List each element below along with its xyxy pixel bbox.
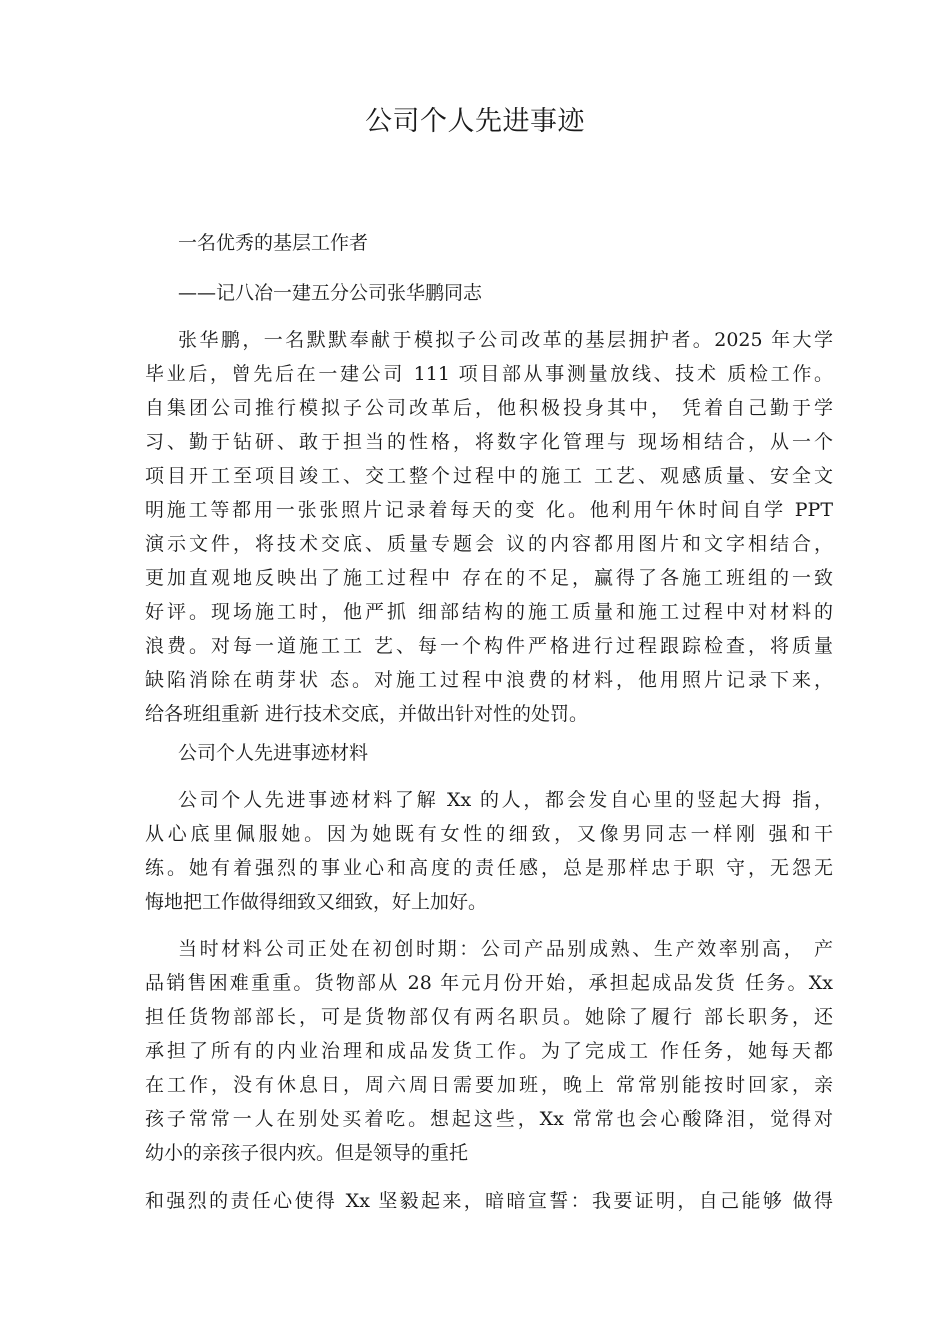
paragraph-line: 悔地把工作做得细致又细致，好上加好。: [145, 891, 488, 913]
paragraph-line: 毕业后，曾先后在一建公司 111 项目部从事测量放线、技术 质检工作。: [145, 363, 833, 385]
paragraph-line: 承担了所有的内业治理和成品发货工作。为了完成工 作任务，她每天都: [145, 1040, 833, 1062]
paragraph-line: 给各班组重新 进行技术交底，并做出针对性的处罚。: [145, 703, 589, 725]
paragraph-line: 自集团公司推行模拟子公司改革后，他积极投身其中， 凭着自己勤于学: [145, 397, 833, 419]
paragraph-line: 和强烈的责任心使得 Xx 坚毅起来，暗暗宣誓：我要证明，自己能够 做得: [145, 1190, 833, 1212]
paragraph-xx-intro: [145, 783, 833, 919]
paragraph-line: 在工作，没有休息日，周六周日需要加班，晚上 常常别能按时回家，亲: [145, 1074, 833, 1096]
paragraph-line: 当时材料公司正处在初创时期：公司产品别成熟、生产效率别高， 产: [178, 938, 833, 960]
paragraph-line: 演示文件，将技术交底、质量专题会 议的内容都用图片和文字相结合，: [145, 533, 833, 555]
paragraph-line: 品销售困难重重。货物部从 28 年元月份开始，承担起成品发货 任务。Xx: [145, 972, 833, 994]
document-title: 公司个人先进事迹: [365, 106, 585, 137]
subheading-materials: 公司个人先进事迹材料: [178, 742, 369, 764]
paragraph-line: 习、勤于钻研、敢于担当的性格，将数字化管理与 现场相结合，从一个: [145, 431, 833, 453]
paragraph-line: 幼小的亲孩子很内疚。但是领导的重托: [145, 1142, 469, 1164]
paragraph-line: 明施工等都用一张张照片记录着每天的变 化。他利用午休时间自学 PPT: [145, 499, 833, 521]
paragraph-line: 好评。现场施工时，他严抓 细部结构的施工质量和施工过程中对材料的: [145, 601, 833, 623]
paragraph-line: 张华鹏，一名默默奉献于模拟子公司改革的基层拥护者。2025 年大学: [178, 329, 833, 351]
paragraph-xx-continuation: [145, 1184, 833, 1218]
paragraph-line: 从心底里佩服她。因为她既有女性的细致，又像男同志一样刚 强和干: [145, 823, 833, 845]
paragraph-line: 担任货物部部长，可是货物部仅有两名职员。她除了履行 部长职务，还: [145, 1006, 833, 1028]
paragraph-line: 缺陷消除在萌芽状 态。对施工过程中浪费的材料，他用照片记录下来，: [145, 669, 833, 691]
paragraph-line: 浪费。对每一道施工工 艺、每一个构件严格进行过程跟踪检查，将质量: [145, 635, 833, 657]
subheading-article-title: 一名优秀的基层工作者: [178, 232, 369, 254]
paragraph-line: 更加直观地反映出了施工过程中 存在的不足，赢得了各施工班组的一致: [145, 567, 833, 589]
paragraph-line: 孩子常常一人在别处买着吃。想起这些，Xx 常常也会心酸降泪，觉得对: [145, 1108, 833, 1130]
paragraph-line: 练。她有着强烈的事业心和高度的责任感，总是那样忠于职 守，无怨无: [145, 857, 833, 879]
paragraph-xx-story: [145, 932, 833, 1170]
paragraph-zhang-huapeng: [145, 323, 833, 731]
subheading-article-subtitle: ——记八冶一建五分公司张华鹏同志: [178, 282, 483, 304]
paragraph-line: 公司个人先进事迹材料了解 Xx 的人，都会发自心里的竖起大拇 指，: [178, 789, 833, 811]
paragraph-line: 项目开工至项目竣工、交工整个过程中的施工 工艺、观感质量、安全文: [145, 465, 833, 487]
